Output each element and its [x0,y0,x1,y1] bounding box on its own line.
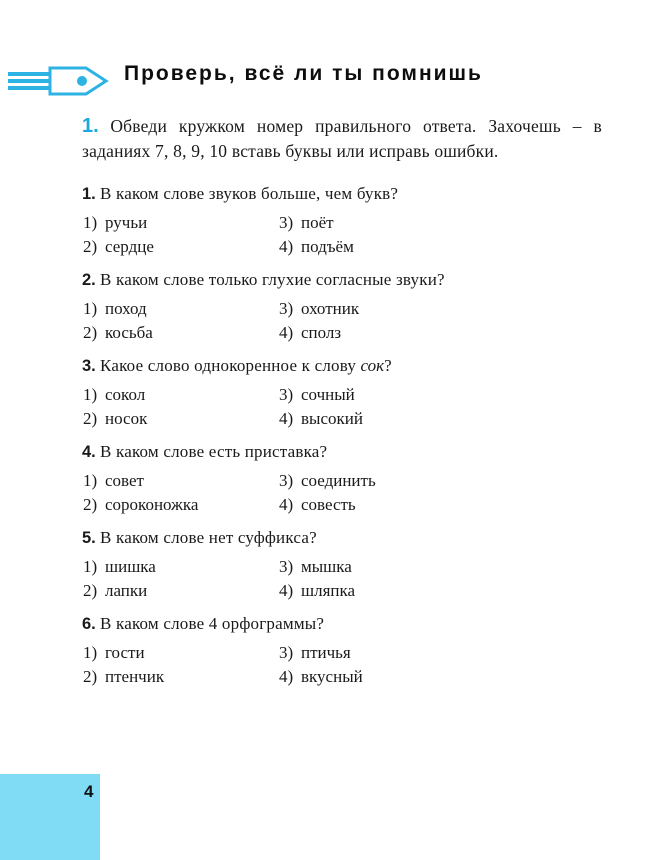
question-options [83,211,602,258]
question-number: 5. [82,529,96,547]
option-text: вкусный [301,667,363,686]
option-text: поёт [301,213,334,232]
page-title: Проверь, всё ли ты помнишь [124,62,483,85]
option-item[interactable] [279,579,602,602]
option-text: ручьи [105,213,148,232]
option-label: 2) [83,495,98,514]
question-options [83,383,602,430]
option-item[interactable] [279,383,602,406]
question-text: В каком слове нет суффикса? [100,528,317,547]
exercise-instruction: Обведи кружком номер правильного ответа. Захочешь – в заданиях 7, 8, 9, 10 вставь буквы или исправь ошибки. [82,116,602,161]
option-label: 4) [279,495,294,514]
option-text: косьба [105,323,153,342]
option-text: высокий [301,409,363,428]
option-text: поход [105,299,147,318]
pencil-arrow-icon [8,62,118,102]
option-item[interactable] [83,493,279,516]
question-text: В каком слове 4 орфограммы? [100,614,325,633]
question-text-pre: Какое слово однокоренное к слову [100,356,361,375]
option-text: мышка [301,557,352,576]
option-text: подъём [301,237,354,256]
question-number: 1. [82,185,96,203]
option-item[interactable] [279,297,602,320]
option-label: 4) [279,581,294,600]
question-number: 6. [82,615,96,633]
question-6 [82,612,602,688]
option-item[interactable] [83,297,279,320]
option-label: 1) [83,213,98,232]
option-label: 1) [83,385,98,404]
option-item[interactable] [279,211,602,234]
option-label: 4) [279,323,294,342]
question-1 [82,182,602,258]
option-item[interactable] [83,469,279,492]
option-text: совесть [301,495,356,514]
option-text: сороконожка [105,495,199,514]
option-text: соединить [301,471,376,490]
option-item[interactable] [279,321,602,344]
option-item[interactable] [279,641,602,664]
question-stem [82,440,602,464]
option-label: 4) [279,237,294,256]
exercise-number: 1. [82,115,99,137]
question-options [83,641,602,688]
question-4 [82,440,602,516]
option-text: сокол [105,385,146,404]
option-text: сердце [105,237,154,256]
option-label: 2) [83,237,98,256]
option-text: птенчик [105,667,165,686]
question-options [83,469,602,516]
option-item[interactable] [83,555,279,578]
option-text: совет [105,471,144,490]
question-options [83,297,602,344]
question-2 [82,268,602,344]
option-item[interactable] [83,407,279,430]
option-label: 2) [83,581,98,600]
option-item[interactable] [83,579,279,602]
option-label: 3) [279,385,294,404]
option-text: шляпка [301,581,356,600]
option-label: 4) [279,667,294,686]
option-label: 1) [83,557,98,576]
question-stem [82,526,602,550]
question-keyword: сок [360,356,385,375]
option-label: 4) [279,409,294,428]
option-item[interactable] [83,211,279,234]
question-number: 3. [82,357,96,375]
question-text-post: ? [384,356,392,375]
option-label: 3) [279,643,294,662]
question-text: В каком слове есть приставка? [100,442,328,461]
option-text: сполз [301,323,342,342]
option-text: сочный [301,385,355,404]
page-left-margin [0,0,14,860]
question-stem [82,354,602,378]
page-number: 4 [84,782,94,801]
option-text: носок [105,409,148,428]
option-label: 1) [83,643,98,662]
option-label: 3) [279,299,294,318]
option-text: лапки [105,581,148,600]
option-item[interactable] [279,235,602,258]
option-label: 3) [279,557,294,576]
question-text: В каком слове звуков больше, чем букв? [100,184,399,203]
option-item[interactable] [83,321,279,344]
exercise-intro [82,114,602,164]
option-item[interactable] [83,235,279,258]
option-text: гости [105,643,145,662]
option-item[interactable] [279,493,602,516]
option-label: 2) [83,667,98,686]
question-5 [82,526,602,602]
option-label: 2) [83,323,98,342]
question-stem [82,612,602,636]
question-stem [82,182,602,206]
question-number: 4. [82,443,96,461]
option-label: 2) [83,409,98,428]
question-number: 2. [82,271,96,289]
question-text: В каком слове только глухие согласные звуки? [100,270,445,289]
option-label: 3) [279,213,294,232]
option-item[interactable] [279,407,602,430]
question-stem [82,268,602,292]
option-item[interactable] [83,383,279,406]
section-header [0,56,650,108]
option-text: шишка [105,557,156,576]
question-options [83,555,602,602]
option-label: 1) [83,299,98,318]
exercise-content [82,114,602,698]
option-item[interactable] [83,641,279,664]
option-item[interactable] [279,469,602,492]
option-item[interactable] [279,665,602,688]
option-item[interactable] [279,555,602,578]
option-label: 3) [279,471,294,490]
option-item[interactable] [83,665,279,688]
option-text: птичья [301,643,351,662]
option-label: 1) [83,471,98,490]
question-3 [82,354,602,430]
option-text: охотник [301,299,360,318]
